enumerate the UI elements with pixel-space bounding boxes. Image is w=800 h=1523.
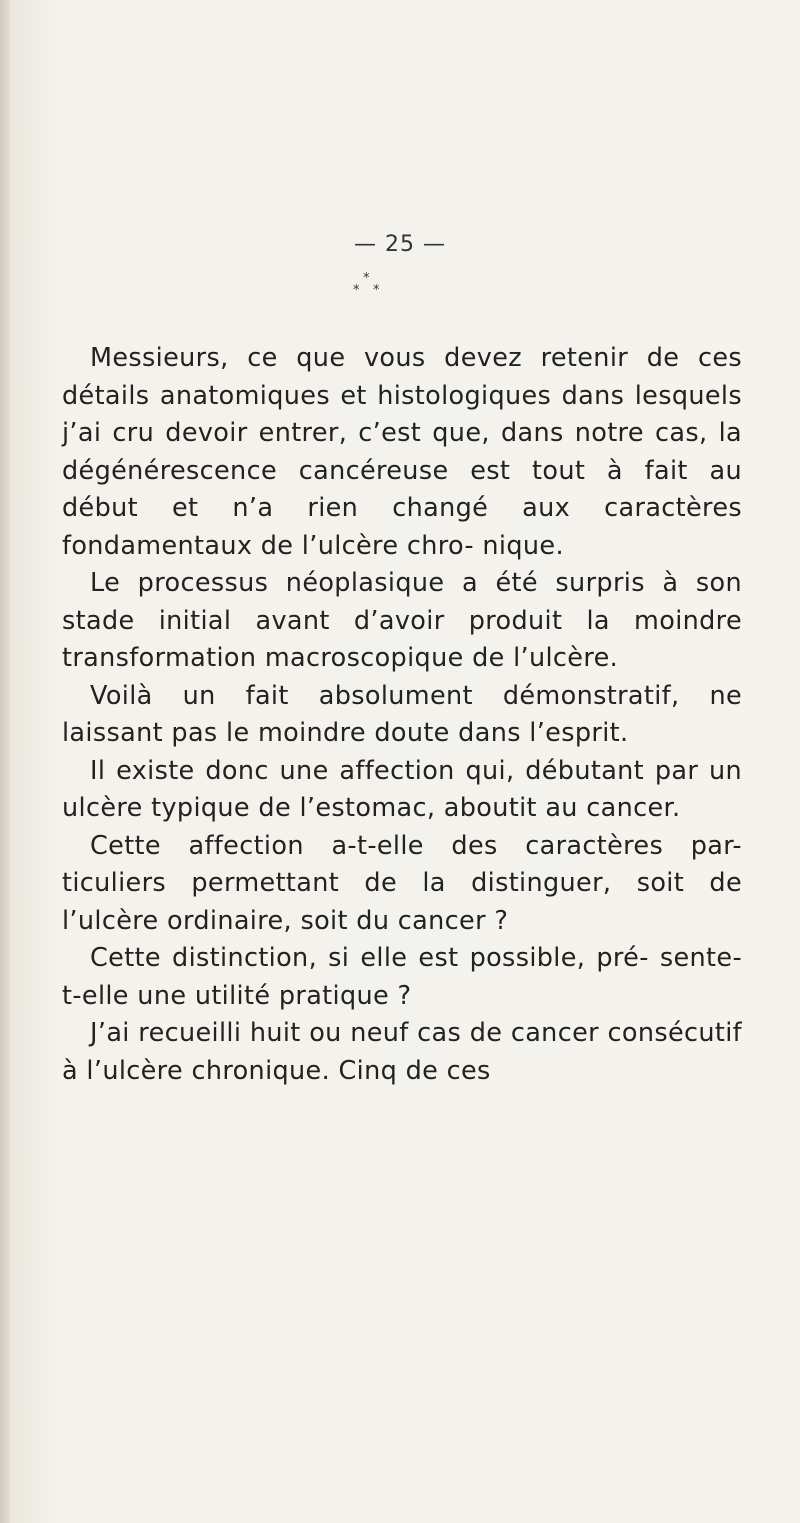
paragraph: Messieurs, ce que vous devez retenir de ces détails anatomiques et histologiques dans lesquels j’ai cru devoir entrer, c’est que, dans notre cas, la dégénérescence cancéreuse est tout à fait au début et n’a rien changé aux caractères fondamentaux de l’ulcère chro- nique. (62, 343, 742, 561)
separator-star: * (353, 283, 360, 298)
paragraph: Le processus néoplasique a été surpris à son stade initial avant d’avoir produit la moindre transformation macroscopique de l’ulcère. (62, 568, 742, 673)
paragraph: J’ai recueilli huit ou neuf cas de cancer consécutif à l’ulcère chronique. Cinq de ces (62, 1018, 742, 1086)
paragraph: Cette affection a-t-elle des caractères par- ticuliers permettant de la distinguer, soit de l’ulcère ordinaire, soit du cancer ? (62, 830, 742, 936)
paragraph: Il existe donc une affection qui, débutant par un ulcère typique de l’estomac, aboutit au cancer. (62, 755, 742, 823)
section-separator (353, 272, 383, 312)
separator-star: * (373, 283, 380, 298)
binding-edge (0, 0, 10, 1523)
paragraph: Voilà un fait absolument démonstratif, ne laissant pas le moindre doute dans l’esprit. (62, 680, 742, 748)
page-number: — 25 — (354, 232, 446, 257)
body-text (62, 340, 742, 1090)
paragraph: Cette distinction, si elle est possible, pré- sente-t-elle une utilité pratique ? (62, 943, 742, 1011)
separator-star: * (363, 271, 370, 286)
